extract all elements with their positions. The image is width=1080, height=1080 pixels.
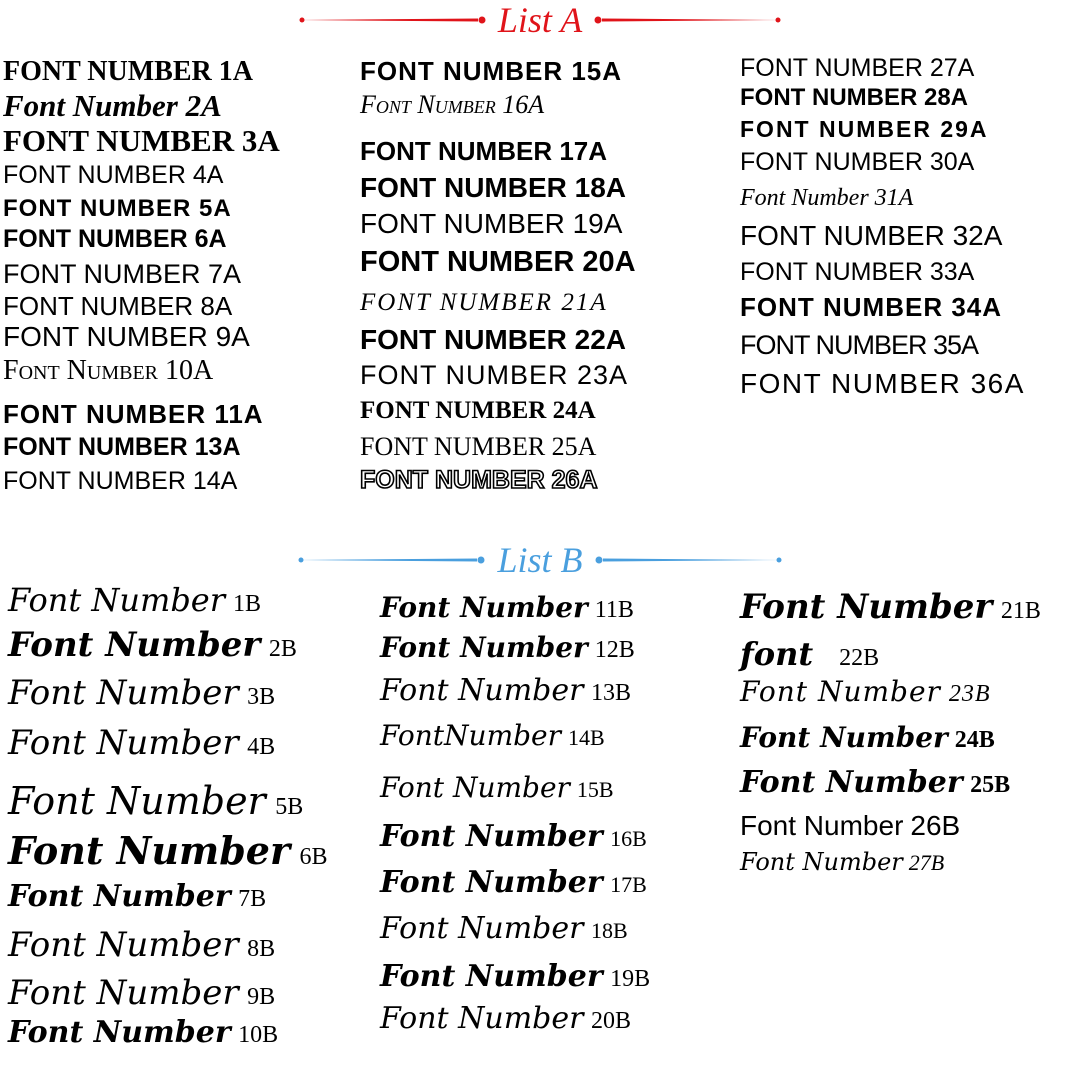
font-sample-2b: Font Number 2B [8,625,297,665]
font-sample-27b: Font Number 27B [740,848,945,876]
list-a-column-2 [360,58,636,502]
font-sample-26b: Font Number 26B [740,810,961,841]
font-sample-10a: Font Number 10A [3,355,214,386]
font-sample-15a: FONT NUMBER 15A [360,56,623,86]
font-sample-7b: Font Number 7B [8,879,267,914]
font-sample-28a: FONT NUMBER 28A [740,84,969,111]
font-sample-13b: Font Number 13B [380,673,631,708]
list-b-column-3 [740,587,1041,890]
left-flourish-icon [297,550,487,570]
left-flourish-icon [298,10,488,30]
list-b-column-1 [8,581,328,1058]
list-a-title: List A [497,0,583,40]
font-sample-6b: Font Number 6B [8,828,328,873]
font-sample-23a: FONT NUMBER 23A [360,360,629,390]
font-sample-34a: FONT NUMBER 34A [740,292,1003,322]
font-sample-6a: FONT NUMBER 6A [3,225,227,253]
font-sample-24b: Font Number 24B [740,721,995,754]
list-a-column-1 [3,58,280,503]
font-sample-1b: Font Number 1B [8,581,262,619]
font-sample-3b: Font Number 3B [8,673,276,713]
font-sample-2a: Font Number 2A [3,88,222,123]
font-sample-9b: Font Number 9B [8,973,276,1013]
font-sample-15b: Font Number 15B [380,771,614,804]
font-sample-18b: Font Number 18B [380,911,628,946]
font-sample-1a: FONT NUMBER 1A [3,56,253,87]
right-flourish-icon [592,10,782,30]
font-sample-25a: FONT NUMBER 25A [360,432,597,461]
font-sample-26a: FONT NUMBER 26A [360,466,598,494]
font-sample-7a: FONT NUMBER 7A [3,259,242,289]
font-sample-16b: Font Number 16B [380,819,647,854]
font-sample-22b: font 22B [740,635,880,673]
font-sample-14a: FONT NUMBER 14A [3,467,238,495]
font-sample-21a: FONT NUMBER 21A [360,289,608,316]
font-sample-23b: Font Number 23B [740,675,991,708]
font-sample-19a: FONT NUMBER 19A [360,208,623,239]
font-sample-19b: Font Number 19B [380,959,651,994]
font-sample-17a: FONT NUMBER 17A [360,136,608,166]
font-sample-20a: FONT NUMBER 20A [360,246,636,278]
font-sample-36a: FONT NUMBER 36A [740,368,1025,399]
font-sample-31a: Font Number 31A [740,185,914,211]
list-a-header [0,0,1080,40]
font-sample-11b: Font Number 11B [380,591,634,624]
font-sample-5b: Font Number 5B [8,779,304,823]
font-sample-33a: FONT NUMBER 33A [740,258,975,286]
font-sample-13a: FONT NUMBER 13A [3,433,241,461]
font-sample-10b: Font Number 10B [8,1015,279,1050]
font-sample-3a: FONT NUMBER 3A [3,123,280,158]
right-flourish-icon [593,550,783,570]
font-sample-4a: FONT NUMBER 4A [3,161,224,189]
font-sample-4b: Font Number 4B [8,723,276,763]
font-sample-17b: Font Number 17B [380,865,647,900]
list-b-header [0,540,1080,580]
font-sample-18a: FONT NUMBER 18A [360,172,627,203]
list-b-column-2 [380,591,651,1046]
font-sample-27a: FONT NUMBER 27A [740,54,975,82]
font-sample-9a: FONT NUMBER 9A [3,321,250,352]
font-sample-16a: Font Number 16A [360,90,545,119]
font-sample-24a: FONT NUMBER 24A [360,397,596,424]
font-sample-11a: FONT NUMBER 11A [3,399,264,429]
list-a-column-3 [740,56,1025,404]
font-sample-32a: FONT NUMBER 32A [740,220,1003,251]
font-sample-22a: FONT NUMBER 22A [360,324,627,355]
font-sample-21b: Font Number 21B [740,587,1041,627]
font-sample-12b: Font Number 12B [380,631,635,664]
font-sample-20b: Font Number 20B [380,1001,631,1036]
font-sample-30a: FONT NUMBER 30A [740,148,975,176]
font-sample-5a: FONT NUMBER 5A [3,195,232,222]
font-sample-29a: FONT NUMBER 29A [740,116,989,142]
font-sample-8a: FONT NUMBER 8A [3,291,233,321]
font-sample-8b: Font Number 8B [8,925,276,965]
font-sample-35a: FONT NUMBER 35A [740,330,979,360]
font-sample-14b: FontNumber 14B [380,719,605,752]
list-b-title: List B [497,540,583,580]
font-sample-25b: Font Number 25B [740,765,1011,800]
